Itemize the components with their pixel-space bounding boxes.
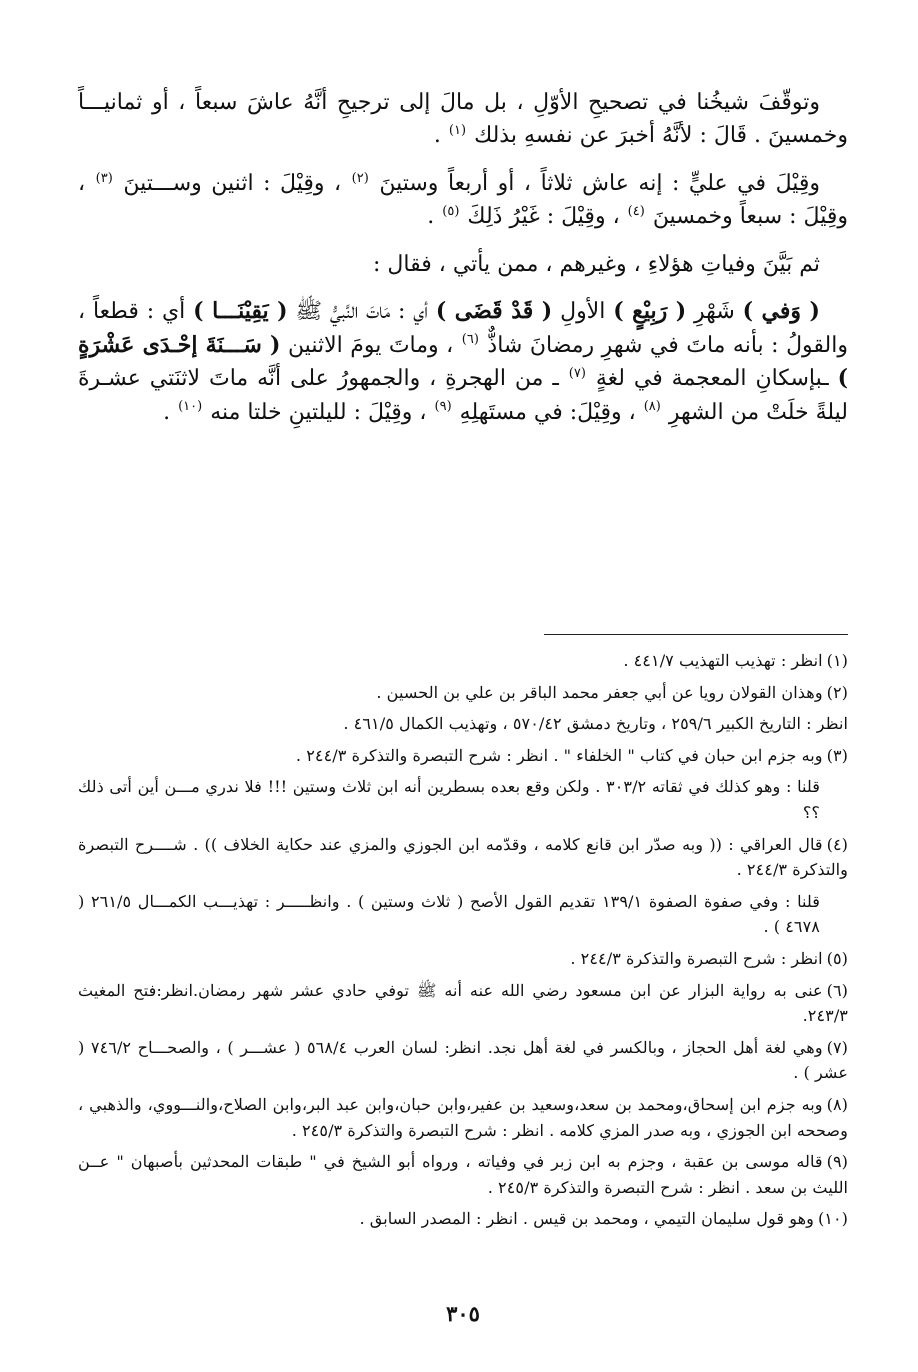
text: . [427,204,435,230]
footnote-text: وبه جزم ابن إسحاق،ومحمد بن سعد،وسعيد بن عفير،وابن حبان،وابن عبد البر،وابن الصلاح،والنـــووي، والذهبي ، وصححه ابن الجوزي ، وبه صدر المزي كلامه . انظر : شرح التبصرة والتذكرة ٢٤٥/٣ . [78,1094,848,1140]
verse-fragment: ( رَبِيْعٍ ) [613,298,687,325]
text: وقِيْلَ في عليٍّ : إنه عاش ثلاثاً ، أو أربعاً وستينَ [379,170,821,196]
text: . [433,123,441,149]
footnote-number: (١) [826,651,848,670]
footnote-text: انظر : التاريخ الكبير ٢٥٩/٦ ، وتاريخ دمشق ٥٧٠/٤٢ ، وتهذيب الكمال ٤٦١/٥ . [343,714,848,734]
footnote [78,946,848,972]
text: ، وقِيْلَ : غَيْرُ ذَلِكَ [467,204,620,230]
paragraph-1 [78,86,848,153]
text: ، وقِيْلَ : لليلتينِ خلتا منه [210,399,427,425]
footnote-text: وهي لغة أهل الحجاز ، وبالكسر في لغة أهل نجد. انظر: لسان العرب ٥٦٨/٤ ( عشـــر ) ، والصحـــاح ٧٤٦/٢ ( عشر ) . [78,1037,848,1083]
footnote-number: (٢) [826,682,848,702]
footnote-text: وهو قول سليمان التيمي ، ومحمد بن قيس . انظر : المصدر السابق . [359,1209,814,1229]
footnote-ref: (٤) [627,203,645,219]
footnote [78,743,848,769]
footnote-ref: (٧) [568,365,586,381]
text: ـ من الهجرةِ ، والجمهورُ على أنَّه ماتَ لاثنَتي عشـرةَ ليلةً خلَتْ من الشهرِ [78,366,848,425]
text: . [163,399,171,425]
footnote-number: (٦) [826,980,848,1000]
footnote [78,1206,848,1232]
text: ـبإسكانِ المعجمة في لغةٍ [595,366,829,392]
footnote-text: قاله موسى بن عقبة ، وجزم به ابن زبر في وفياته ، ورواه أبو الشيخ في " طبقات المحدثين بأصبهان " عــن الليث بن سعد . انظر : شرح التبصرة والتذكرة ٢٤٥/٣ . [78,1152,848,1197]
text: ، وقِيْلَ: في مستَهلِهِ [459,399,636,425]
footnote [78,711,848,737]
verse-fragment: ( يَقِيْنَـــا ) [193,298,288,325]
main-text [78,86,848,429]
footnote-text: وهذان القولان رويا عن أبي جعفر محمد الباقر بن علي بن الحسين . [376,682,823,702]
footnote-text: قلنا : وهو كذلك في ثقاته ٣٠٣/٢ . ولكن وقع بعده بسطرين أنه ابن ثلاث وستين !!! فلا ندري مـــن أين أتى ذلك ؟؟ [78,777,820,822]
text: أي : قطعاً ، والقولُ : بأنه ماتَ في شهرِ رمضانَ شاذٌّ [78,299,848,358]
footnote-number: (٤) [826,834,848,854]
paragraph-3 [78,248,848,281]
footnote-ref: (٥) [442,203,460,219]
text: أي : مَاتَ النَّبيُّ ﷺ [295,299,428,325]
footnote [78,648,848,674]
verse-fragment: ( قَدْ قَضَى ) [435,298,553,325]
footnote-ref: (٣) [95,170,113,186]
footnote-number: (١٠) [817,1209,848,1229]
paragraph-2 [78,167,848,234]
verse-fragment: ( وَفي ) [742,298,820,325]
footnote [78,832,848,883]
footnote [78,774,848,825]
footnote-text: عنى به رواية البزار عن ابن مسعود رضي الله عنه أنه ﷺ توفي حادي عشر شهر رمضان.انظر:فتح المغيث ٢٤٣/٣. [78,980,848,1026]
footnote-ref: (١٠) [178,399,203,415]
footnote-text: قلنا : وفي صفوة الصفوة ١٣٩/١ تقديم القول الأصح ( ثلاث وستين ) . وانظـــــر : تهذيـــب الكمـــال ٢٦١/٥ ( ٤٦٧٨ ) . [78,891,820,937]
footnote-ref: (٦) [461,332,479,348]
footnote [78,1149,848,1200]
footnote-text: قال العراقي : (( وبه صدّر ابن قانع كلامه ، وقدّمه ابن الجوزي والمزي عند حكاية الخلاف )) . شــــرح التبصرة والتذكرة ٢٤٤/٣ . [78,834,848,880]
text: الأولِ [560,299,606,325]
footnote-ref: (١) [448,123,467,139]
text: شَهْرِ [694,299,735,325]
text: ، وقِيْلَ : اثنين وســـتينَ [123,170,342,196]
footnote [78,978,848,1029]
page-number: ٣٠٥ [446,1301,480,1326]
footnote [78,680,848,706]
footnote-number: (٥) [826,948,848,968]
footnote-number: (٣) [826,745,848,765]
text: وتوقّفَ شيخُنا في تصحيحِ الأوّلِ ، بل مالَ إلى ترجيحِ أنَّهُ عاشَ سبعاً ، أو ثمانيـــاً وخمسينَ . قَالَ : لأنَّهُ أخبرَ عن نفسهِ بذلك [78,90,848,149]
footnote-ref: (٨) [643,399,661,415]
footnote-divider [544,634,848,635]
footnote-number: (٨) [826,1094,848,1114]
text: ثم بَيَّنَ وفياتِ هؤلاءِ ، وغيرهم ، ممن يأتي ، فقال : [373,251,820,277]
footnotes [78,648,848,1238]
page [78,86,848,1326]
verse-fragment: ( سَـــنَةَ إحْـدَى عَشْرَةٍ ) [78,331,849,392]
footnote-ref: (٢) [351,170,369,186]
footnote-text: انظر : تهذيب التهذيب ٤٤١/٧ . [623,651,823,670]
footnote [78,1092,848,1143]
text: ، وماتَ يومَ الاثنين [287,332,454,358]
footnote-ref: (٩) [434,399,452,415]
footnote [78,889,848,940]
text: ، وقِيْلَ : سبعاً وخمسينَ [78,170,848,230]
footnote [78,1035,848,1086]
footnote-text: انظر : شرح التبصرة والتذكرة ٢٤٤/٣ . [570,948,823,968]
paragraph-4 [78,295,848,429]
footnote-text: وبه جزم ابن حبان في كتاب " الخلفاء " . انظر : شرح التبصرة والتذكرة ٢٤٤/٣ . [295,745,823,765]
footnote-number: (٩) [826,1152,848,1172]
footnote-number: (٧) [826,1037,848,1057]
